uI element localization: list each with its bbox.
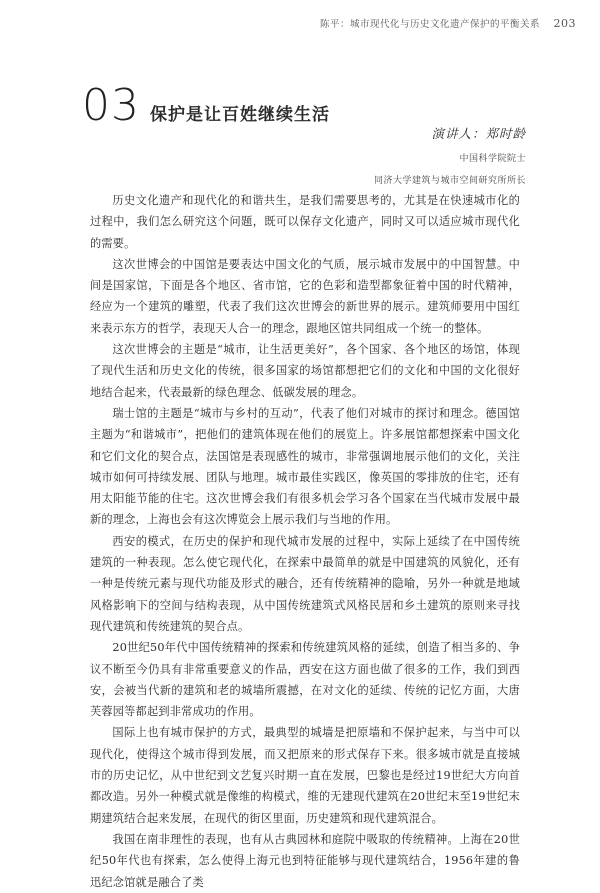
paragraph: 西安的模式，在历史的保护和现代城市发展的过程中，实际上延续了在中国传统建筑的一种表现。怎么使它现代化，在探索中最简单的就是中国建筑的风貌化，还有一种是传统元素与现代功能及形式的融合，还有传统精神的隐喻，另外一种就是地域风格影响下的空间与结构表现，从中国传统建筑式风格民居和乡土建筑的原则来寻找现代建筑和传统建筑的契合点。 <box>90 534 520 633</box>
paragraph: 20世纪50年代中国传统精神的探索和传统建筑风格的延续，创造了相当多的、争议不断至今仍具有非常重要意义的作品，西安在这方面也做了很多的工作，我们到西安，会被当代新的建筑和老的城墙所震撼，在对文化的延续、传统的记忆方面，大唐芙蓉园等都起到非常成功的作用。 <box>90 641 520 719</box>
paragraph: 历史文化遗产和现代化的和谐共生，是我们需要思考的，尤其是在快速城市化的过程中，我们怎么研究这个问题，既可以保存文化遗产，同时又可以适应城市现代化的需要。 <box>90 194 520 250</box>
paragraph: 我国在南非理性的表现，也有从古典园林和庭院中吸取的传统精神。上海在20世纪50年代也有探索，怎么使得上海元也到特征能够与现代建筑结合，1956年建的鲁迅纪念馆就是融合了类 <box>90 832 520 889</box>
paragraph: 瑞士馆的主题是“城市与乡村的互动”，代表了他们对城市的探讨和理念。德国馆主题为“和谐城市”，把他们的建筑体现在他们的展览上。许多展馆都想探索中国文化和它们文化的契合点，法国馆是表现感性的城市，非常强调地展示他们的文化，关注城市如何可持续发展、团队与地理。城市最佳实践区，像英国的零排放的住宅，还有用太阳能节能的住宅。这次世博会我们有很多机会学习各个国家在当代城市发展中最新的理念，上海也会有这次博览会上展示我们与当地的作用。 <box>90 406 520 527</box>
running-header-text: 陈平：城市现代化与历史文化遗产保护的平衡关系 <box>319 19 540 30</box>
paragraph: 国际上也有城市保护的方式，最典型的城墙是把原墙和不保护起来，与当中可以现代化，使得这个城市得到发展，而又把原来的形式保存下来。很多城市就是直接城市的历史记忆，从中世纪到文艺复兴时期一直在发展，巴黎也是经过19世纪大方向首都改造。另外一种模式就是像维的构模式，维的无建现代建筑在20世纪末至19世纪末期建筑结合起来发展，在现代的街区里面，历史建筑和现代建筑混合。 <box>90 726 520 825</box>
speaker-name: 演讲人：郑时龄 <box>431 126 526 141</box>
chapter-heading <box>82 80 330 131</box>
page-number: 203 <box>553 17 576 30</box>
byline <box>374 124 526 186</box>
chapter-number: 03 <box>82 80 140 131</box>
paragraph: 这次世博会的中国馆是要表达中国文化的气质，展示城市发展中的中国智慧。中间是国家馆，下面是各个地区、省市馆，它的色彩和造型都象征着中国的时代精神，经应为一个建筑的雕塑，代表了我们这次世博会的新世界的展示。建筑师要用中国红来表示东方的哲学，表现天人合一的理念，跟地区馆共同组成一个统一的整体。 <box>90 257 520 335</box>
article-body <box>90 190 520 893</box>
speaker-affiliation-1: 中国科学院院士 <box>459 154 526 164</box>
speaker-affiliation-2: 同济大学建筑与城市空间研究所所长 <box>373 176 526 186</box>
running-header <box>320 16 576 30</box>
chapter-title: 保护是让百姓继续生活 <box>150 105 330 125</box>
paragraph: 这次世博会的主题是“城市，让生活更美好”，各个国家、各个地区的场馆，体现了现代生活和历史文化的传统，很多国家的场馆都想把它们的文化和中国的文化很好地结合起来，代表最新的绿色理念、低碳发展的理念。 <box>90 343 520 399</box>
